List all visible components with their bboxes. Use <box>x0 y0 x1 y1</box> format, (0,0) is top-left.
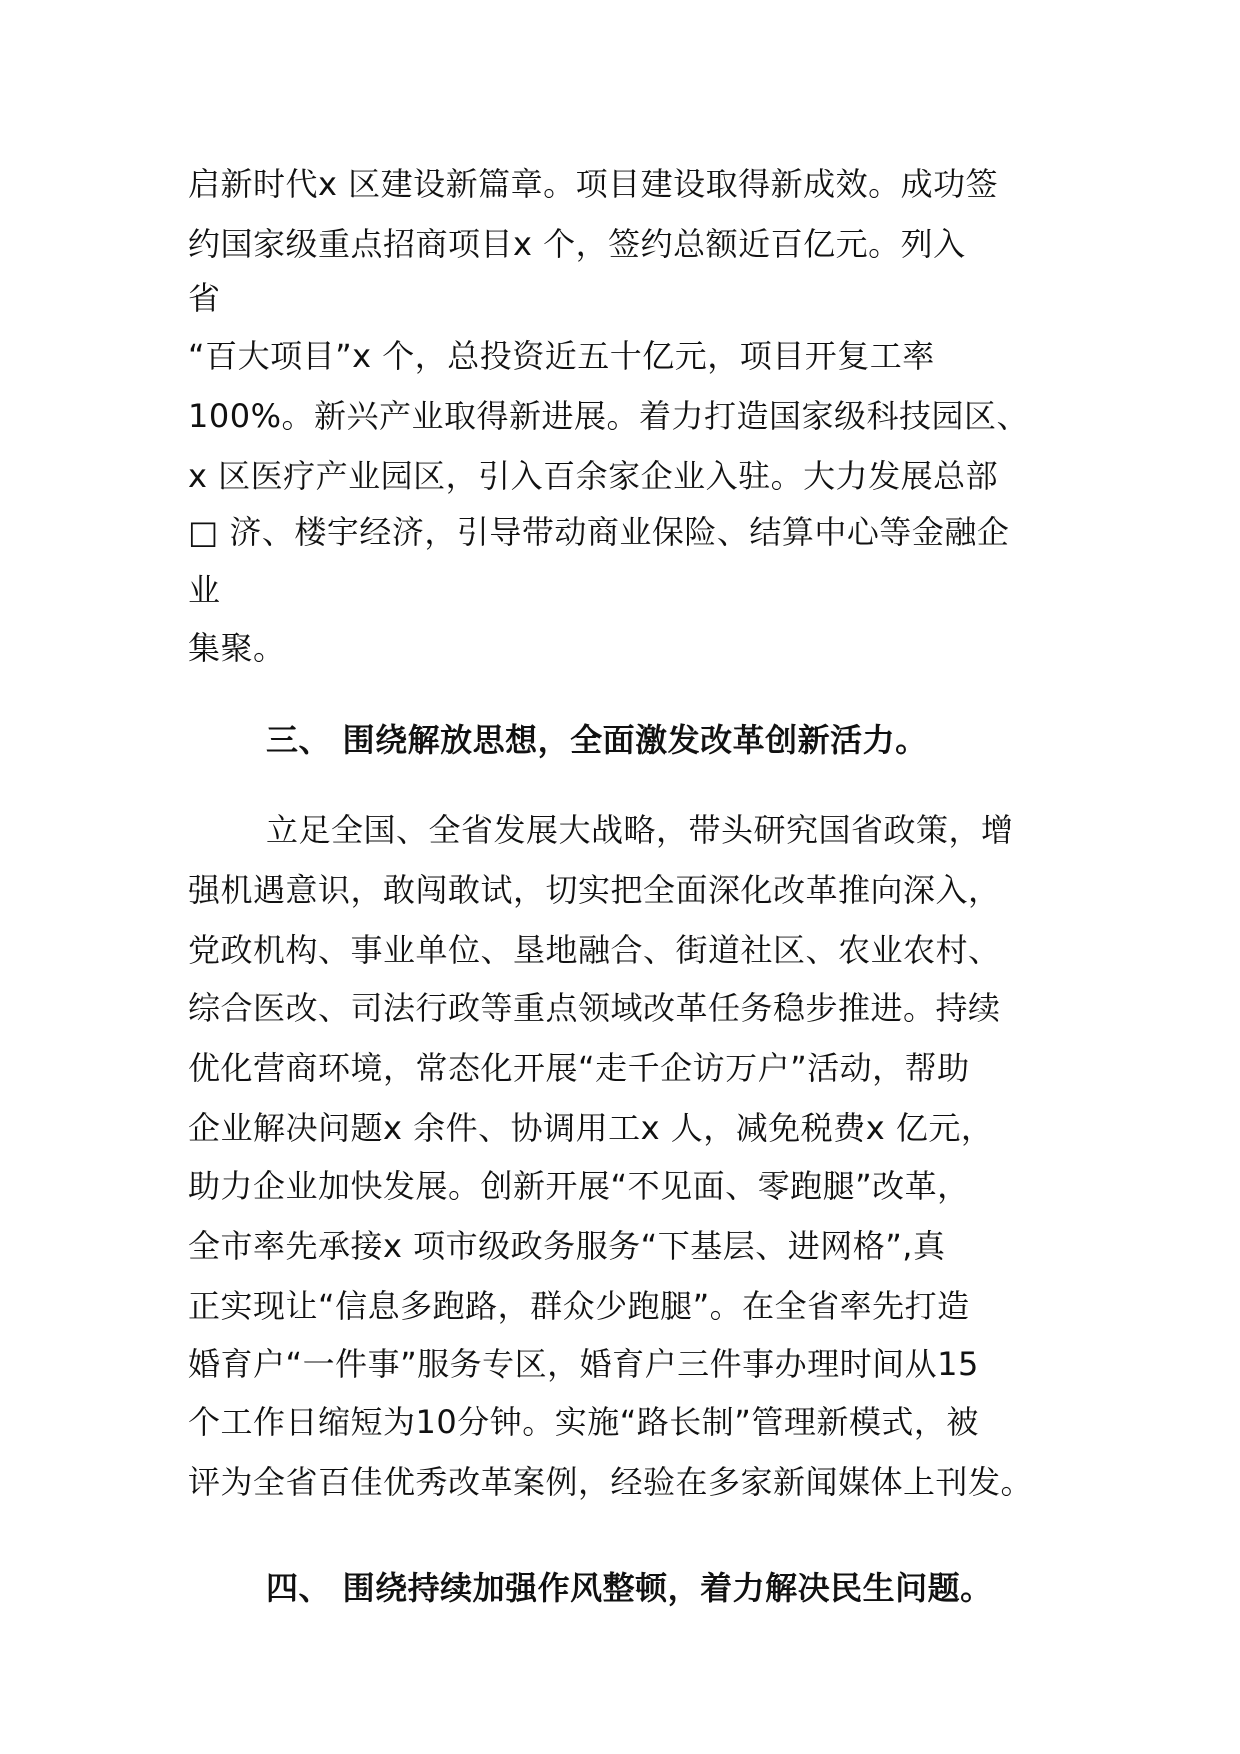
paragraph-line: 立足全国、全省发展大战略，带头研究国省政策，增 <box>266 811 1014 849</box>
paragraph-line: 婚育户“一件事”服务专区，婚育户三件事办理时间从15 <box>188 1345 979 1383</box>
paragraph-line: x 区医疗产业园区，引入百余家企业入驻。大力发展总部 <box>188 457 999 495</box>
section-heading: 四、 围绕持续加强作风整顿，着力解决民生问题。 <box>266 1569 993 1607</box>
paragraph-line: 集聚。 <box>188 629 286 667</box>
paragraph-line: 100%。新兴产业取得新进展。着力打造国家级科技园区、 <box>188 397 1029 435</box>
paragraph-line: 党政机构、事业单位、垦地融合、街道社区、农业农村、 <box>188 931 1001 969</box>
paragraph-line: “百大项目”x 个，总投资近五十亿元，项目开复工率 <box>188 337 935 375</box>
paragraph-line: 正实现让“信息多跑路，群众少跑腿”。在全省率先打造 <box>188 1287 970 1325</box>
section-heading: 三、 围绕解放思想，全面激发改革创新活力。 <box>266 721 928 759</box>
paragraph-line: 企业解决问题x 余件、协调用工x 人，减免税费x 亿元， <box>188 1109 994 1147</box>
paragraph-line: 评为全省百佳优秀改革案例，经验在多家新闻媒体上刊发。 <box>188 1463 1034 1501</box>
paragraph-line: 省 <box>188 279 221 317</box>
paragraph-line: 启新时代x 区建设新篇章。项目建设取得新成效。成功签 <box>188 165 999 203</box>
paragraph-line: 优化营商环境，常态化开展“走千企访万户”活动，帮助 <box>188 1049 970 1087</box>
paragraph-line: 强机遇意识，敢闯敢试，切实把全面深化改革推向深入， <box>188 871 1001 909</box>
paragraph-line: □ 济、楼宇经济，引导带动商业保险、结算中心等金融企 <box>188 513 1010 551</box>
paragraph-line: 助力企业加快发展。创新开展“不见面、零跑腿”改革， <box>188 1167 970 1205</box>
paragraph-line: 个工作日缩短为10分钟。实施“路长制”管理新模式，被 <box>188 1403 979 1441</box>
paragraph-line: 全市率先承接x 项市级政务服务“下基层、进网格”,真 <box>188 1227 946 1265</box>
paragraph-line: 综合医改、司法行政等重点领域改革任务稳步推进。持续 <box>188 989 1001 1027</box>
paragraph-line: 业 <box>188 571 221 609</box>
paragraph-line: 约国家级重点招商项目x 个，签约总额近百亿元。列入 <box>188 225 966 263</box>
